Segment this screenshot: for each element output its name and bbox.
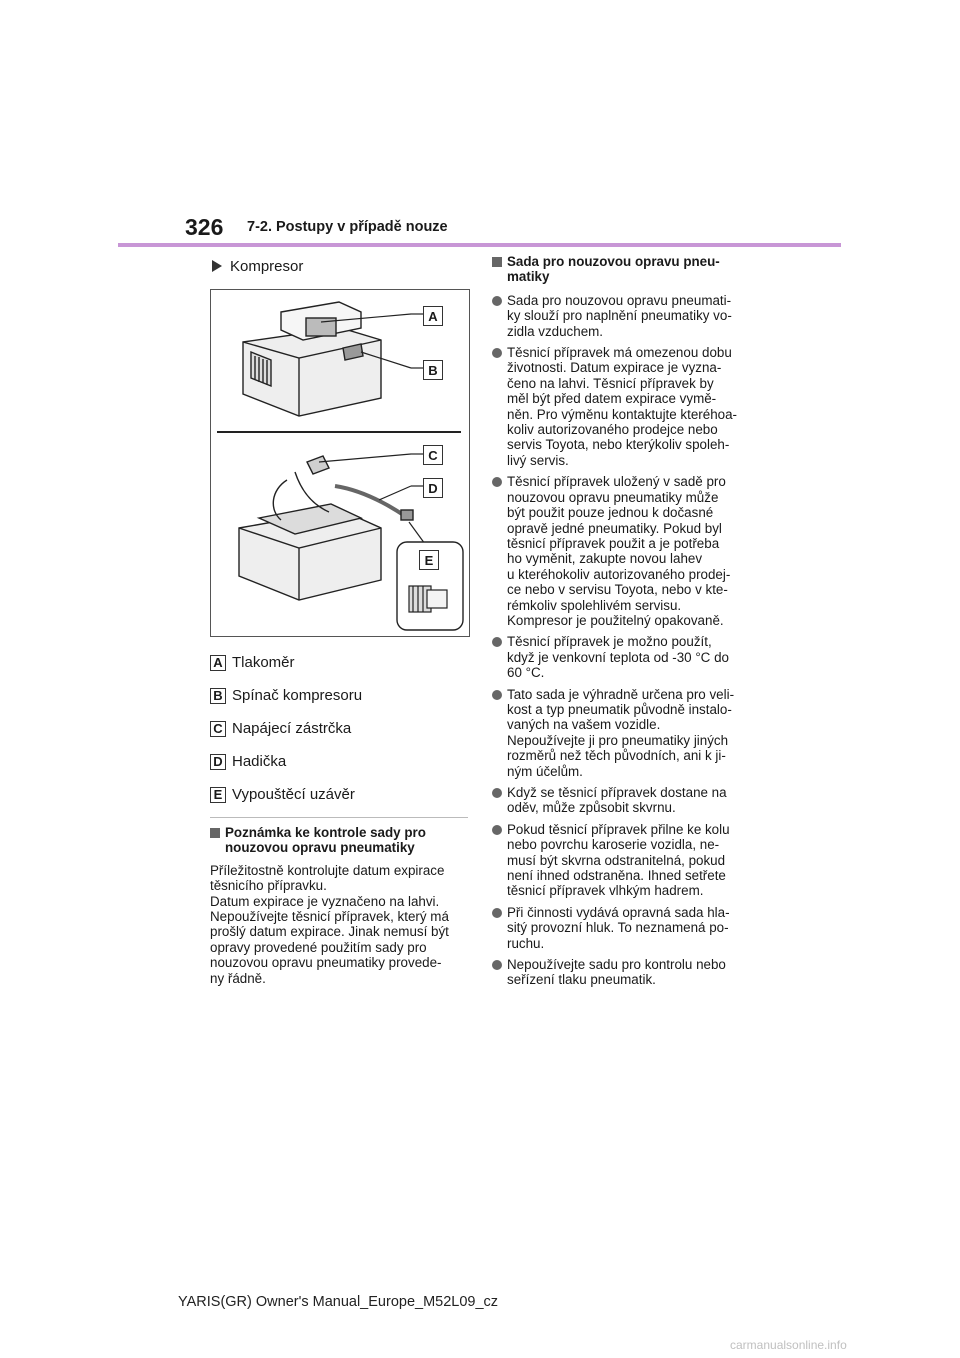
- bullet-item: [492, 293, 764, 339]
- legend-letter: C: [210, 721, 226, 737]
- legend-item: [210, 679, 470, 712]
- bullet-dot-icon: [492, 296, 502, 306]
- note-body: Příležitostně kontrolujte datum expirace těsnicího přípravku. Datum expirace je vyznačeno na lahvi. Nepoužívejte těsnicí přípravek, který má prošlý datum expirace. Jinak nemusí být opravy provedené použitím sady pro nouzovou opravu pneumatiky provede- ny řádně.: [210, 862, 449, 986]
- kompresor-heading: [210, 255, 470, 277]
- bullet-dot-icon: [492, 825, 502, 835]
- bullet-dot-icon: [492, 960, 502, 970]
- legend-item: [210, 712, 470, 745]
- legend-item: [210, 778, 470, 811]
- bullet-text: Tato sada je výhradně určena pro veli- kost a typ pneumatik původně instalo- vaných na vašem vozidle. Nepoužívejte ji pro pneumatiky jiných rozměrů než těch původních, ani k ji- ným účelům.: [507, 686, 735, 779]
- legend-letter: A: [210, 655, 226, 671]
- square-bullet-icon: [210, 828, 220, 838]
- kompresor-title: Kompresor: [230, 257, 304, 275]
- bullet-item: [492, 785, 764, 816]
- watermark: carmanualsonline.info: [730, 1338, 847, 1352]
- bullet-item: [492, 905, 764, 951]
- legend-text: Napájecí zástrčka: [232, 720, 352, 737]
- bullet-dot-icon: [492, 637, 502, 647]
- bullet-item: [492, 957, 764, 988]
- compressor-open-drawing: [239, 456, 413, 600]
- triangle-bullet-icon: [212, 260, 222, 272]
- bullet-item: [492, 822, 764, 899]
- legend-text: Tlakoměr: [232, 654, 295, 671]
- bullet-dot-icon: [492, 690, 502, 700]
- callout-c: C: [423, 445, 443, 465]
- legend-text: Hadička: [232, 753, 287, 770]
- callout-a: A: [423, 306, 443, 326]
- section-title: 7-2. Postupy v případě nouze: [247, 219, 448, 235]
- callout-d: D: [423, 478, 443, 498]
- legend-text: Vypouštěcí uzávěr: [232, 786, 355, 803]
- bullet-text: Těsnicí přípravek uložený v sadě pro nouzovou opravu pneumatiky může být použit pouze jednou k dočasné opravě jedné pneumatiky. Pokud byl těsnicí přípravek použit a je potřeba ho vyměnit, zakupte novou lahev u kteréhokoliv autorizovaného prodej- ce nebo v servisu Toyota, nebo v kte- rémkoliv spolehlivém servisu. Kompresor je použitelný opakovaně.: [507, 474, 731, 628]
- bullet-item: [492, 634, 764, 680]
- bullet-text: Sada pro nouzovou opravu pneumati- ky slouží pro naplnění pneumatiky vo- zidla vzduchem.: [507, 292, 732, 339]
- note-heading: Poznámka ke kontrole sady pro nouzovou opravu pneumatiky: [225, 825, 426, 856]
- bullet-text: Pokud těsnicí přípravek přilne ke kolu nebo povrchu karoserie vozidla, ne- musí být skvrna odstranitelná, pokud není ihned odstraněna. Ihned setřete těsnicí přípravek vlhkým hadrem.: [507, 821, 730, 899]
- footer-manual-id: YARIS(GR) Owner's Manual_Europe_M52L09_cz: [178, 1294, 499, 1310]
- right-heading: Sada pro nouzovou opravu pneu- matiky: [507, 254, 720, 285]
- page-number: 326: [185, 214, 224, 240]
- kit-illustration: [210, 289, 470, 637]
- bullet-dot-icon: [492, 477, 502, 487]
- legend-letter: B: [210, 688, 226, 704]
- bullet-dot-icon: [492, 908, 502, 918]
- bullet-item: [492, 345, 764, 468]
- callout-e: E: [419, 550, 439, 570]
- square-bullet-icon: [492, 257, 502, 267]
- right-column: [492, 254, 764, 988]
- bullet-dot-icon: [492, 788, 502, 798]
- bullet-text: Při činnosti vydává opravná sada hla- sitý provozní hluk. To neznamená po- ruchu.: [507, 904, 730, 951]
- bullet-text: Když se těsnicí přípravek dostane na oděv, může způsobit skvrnu.: [507, 785, 727, 816]
- figure-legend: [210, 646, 470, 811]
- bullet-item: [492, 687, 764, 779]
- kit-check-note: [210, 825, 470, 986]
- callout-b: B: [423, 360, 443, 380]
- legend-letter: E: [210, 787, 226, 803]
- legend-item: [210, 745, 470, 778]
- bullet-text: Nepoužívejte sadu pro kontrolu nebo seřízení tlaku pneumatik.: [507, 957, 726, 988]
- legend-letter: D: [210, 754, 226, 770]
- header-rule: [118, 243, 841, 247]
- right-heading-row: [492, 254, 764, 285]
- bullet-text: Těsnicí přípravek má omezenou dobu životnosti. Datum expirace je vyzna- čeno na lahvi. Těsnicí přípravek by měl být před datem expirace vymě- něn. Pro výměnu kontaktujte kteréhoa- koliv autorizovaného prodejce nebo servis Toyota, nebo kterýkoliv spoleh- livý servis.: [507, 345, 738, 468]
- bullet-item: [492, 474, 764, 628]
- legend-item: [210, 646, 470, 679]
- bullet-text: Těsnicí přípravek je možno použít, když je venkovní teplota od -30 °C do 60 °C.: [507, 634, 729, 681]
- section-divider: [210, 817, 468, 818]
- bullet-dot-icon: [492, 348, 502, 358]
- legend-text: Spínač kompresoru: [232, 687, 363, 704]
